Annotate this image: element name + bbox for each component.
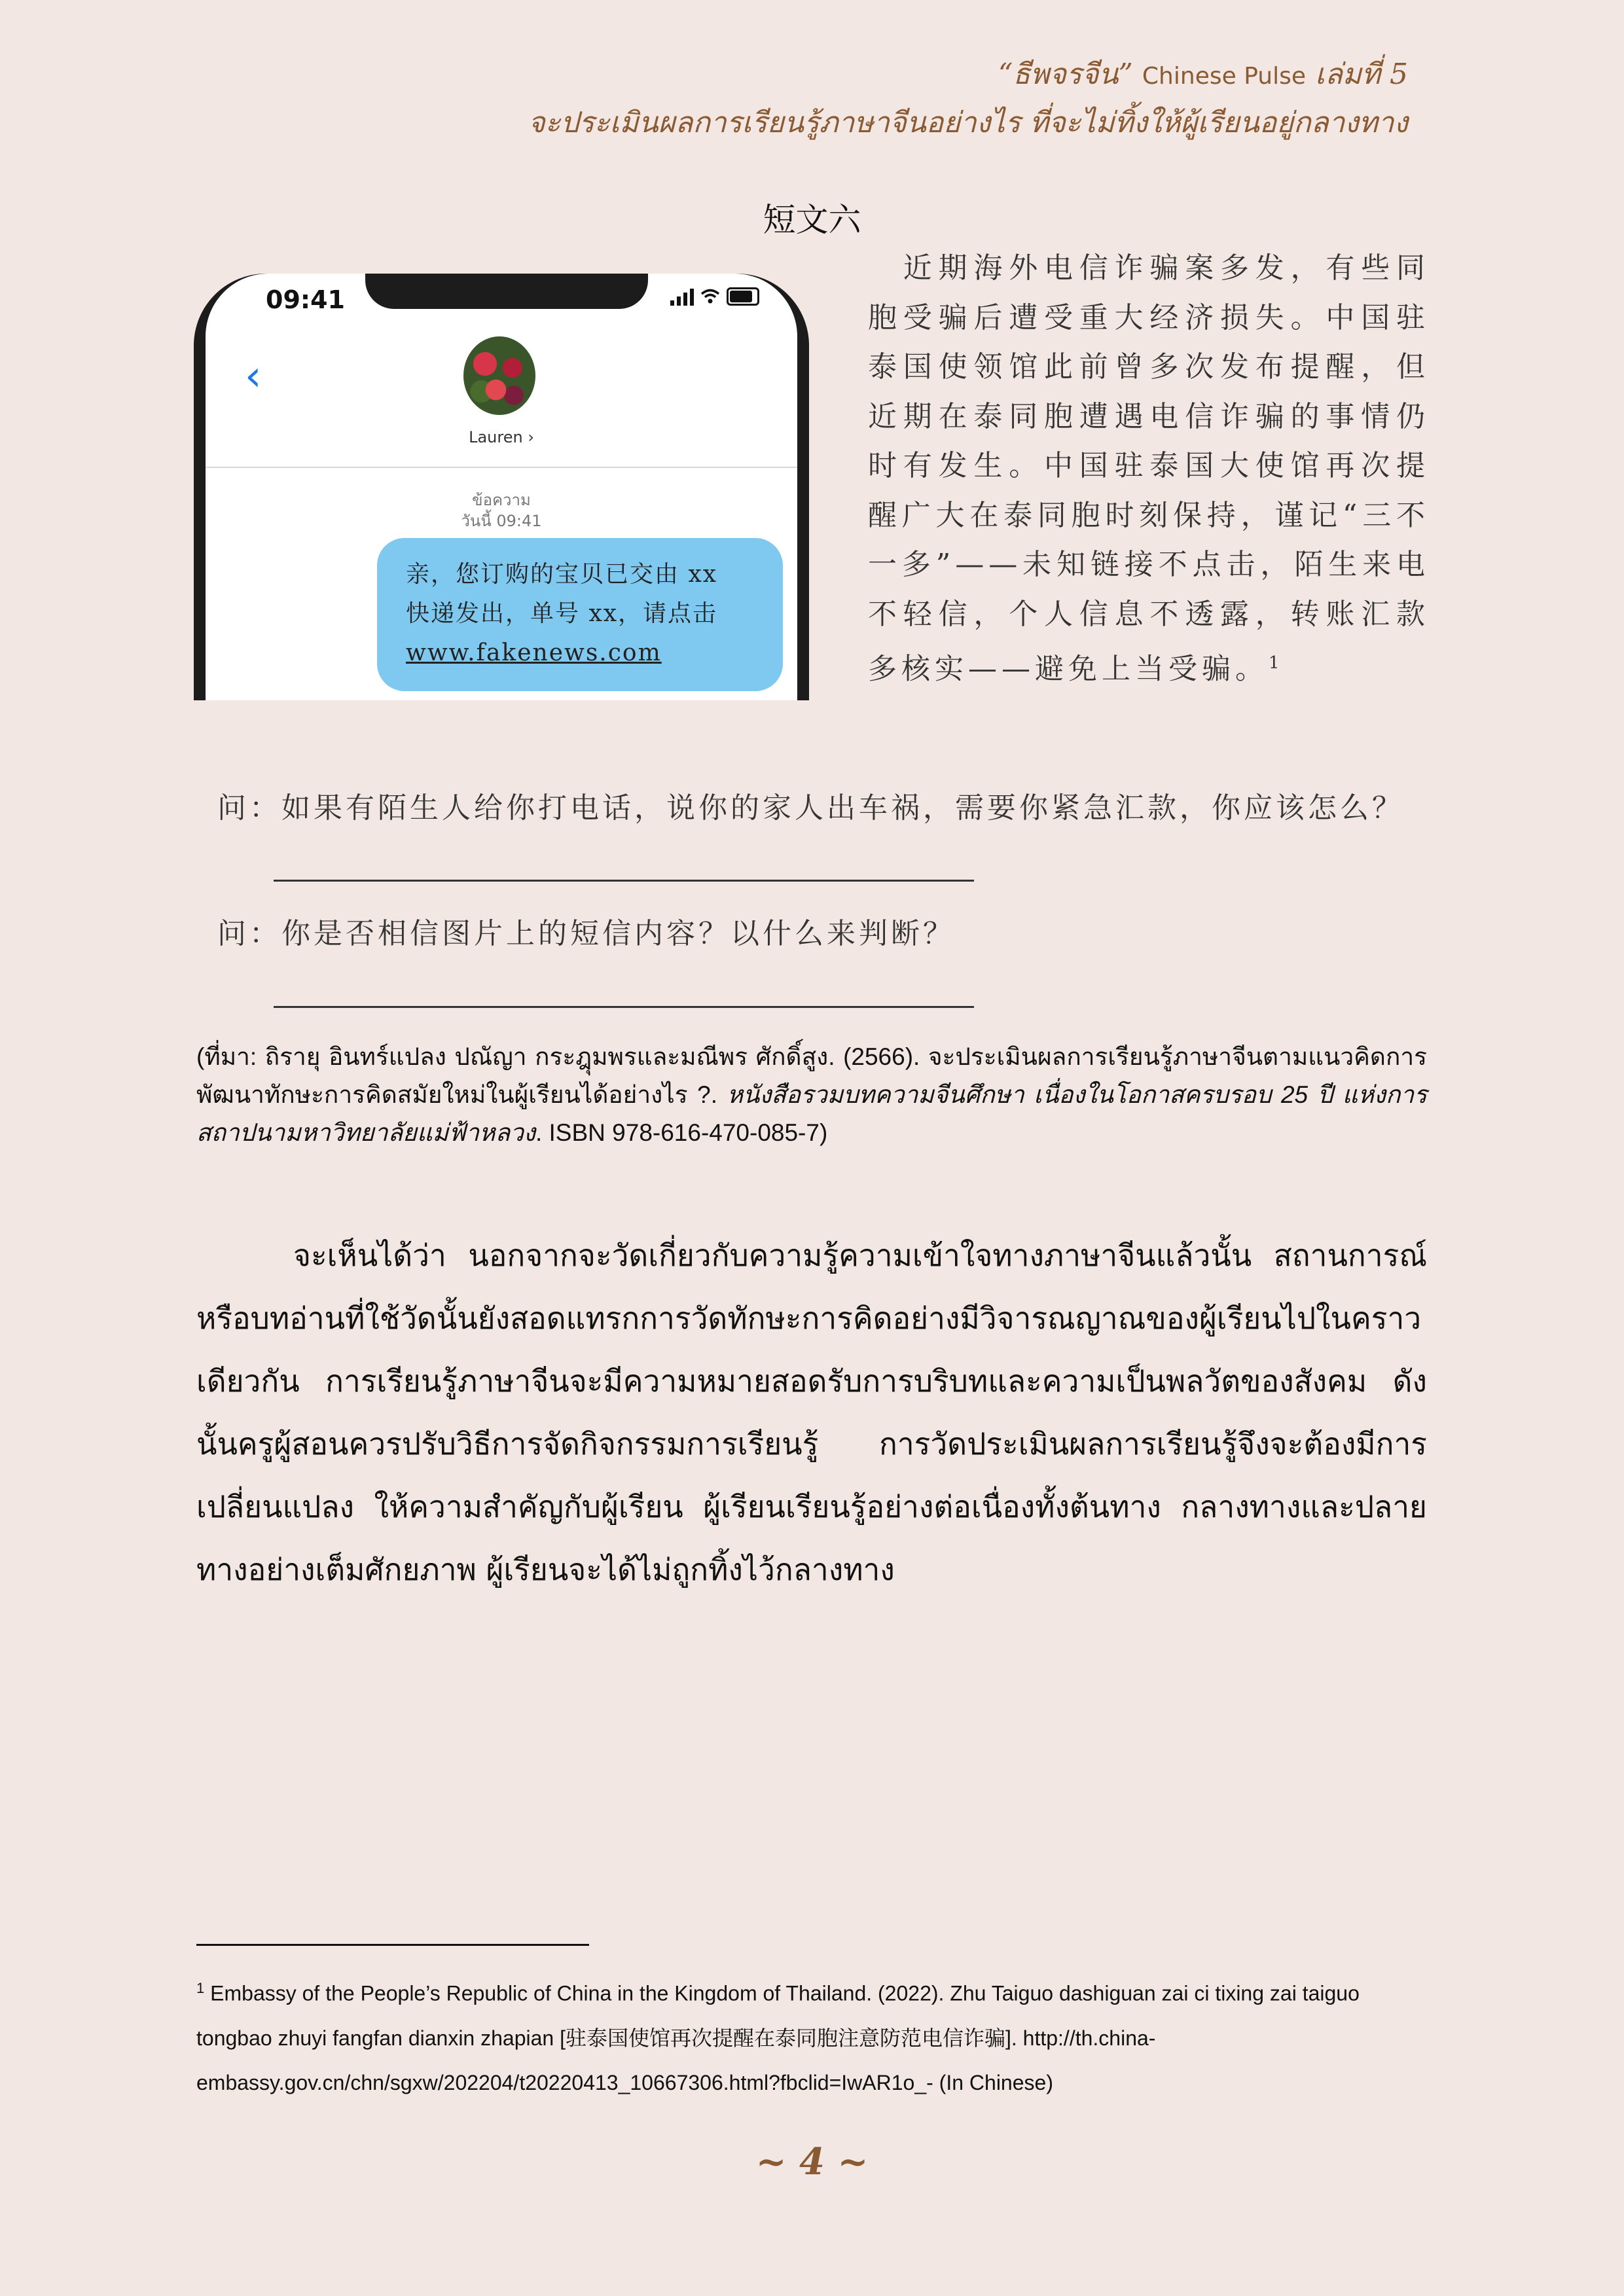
source-book-title: หนังสือรวมบทความจีนศึกษา เนื่องในโอกาสครบรอบ 25 ปี แห่งการสถาปนามหาวิทยาลัยแม่ฟ้าหลวง	[196, 1081, 1427, 1146]
battery-icon	[727, 287, 759, 306]
message-timestamp	[206, 490, 797, 531]
phone-screen	[206, 274, 797, 700]
header-divider	[206, 467, 797, 468]
page-number: ~ 4 ~	[755, 2140, 869, 2183]
phone-notch	[365, 274, 648, 309]
body-text: จะเห็นได้ว่า นอกจากจะวัดเกี่ยวกับความรู้ความเข้าใจทางภาษาจีนแล้วนั้น สถานการณ์หรือบทอ่านที่ใช้วัดนั้นยังสอดแทรกการวัดทักษะการคิดอย่างมีวิจารณญาณของผู้เรียนไปในคราวเดียวกัน การเรียนรู้ภาษาจีนจะมีความหมายสอดรับการบริบทและความเป็นพลวัตของสังคม ดังนั้นครูผู้สอนควรปรับวิธีการจัดกิจกรรมการเรียนรู้ การวัดประเมินผลการเรียนรู้จึงจะต้องมีการเปลี่ยนแปลง ให้ความสำคัญกับผู้เรียน ผู้เรียนเรียนรู้อย่างต่อเนื่องทั้งต้นทาง กลางทางและปลายทางอย่างเต็มศักยภาพ ผู้เรียนจะได้ไม่ถูกทิ้งไว้กลางทาง	[196, 1238, 1427, 1587]
contact-name: Lauren ›	[469, 428, 534, 446]
source-suffix: . ISBN 978-616-470-085-7)	[535, 1119, 828, 1146]
phone-frame	[194, 274, 809, 700]
series-title: “ธีพจรจีน”	[998, 58, 1133, 91]
series-title-en: Chinese Pulse	[1142, 63, 1306, 90]
running-header-article-title: จะประเมินผลการเรียนรู้ภาษาจีนอย่างไร ที่จะไม่ทิ้งให้ผู้เรียนอยู่กลางทาง	[528, 106, 1408, 139]
footnote-text: Embassy of the People’s Republic of China in the Kingdom of Thailand. (2022). Zhu Taiguo dashiguan zai ci tixing zai taiguo tongbao zhuyi fangfan dianxin zhapian [驻泰国使馆再次提醒在泰同胞注意防范电信诈骗]. http://th.china- embassy.gov.cn/chn/sgxw/202204/t20220413_10667306.html?fbclid=IwAR1o_- (In Chinese)	[196, 1981, 1360, 2094]
message-label: ข้อความ	[472, 491, 531, 509]
message-bubble	[377, 538, 783, 691]
phone-screenshot-image	[194, 274, 809, 700]
footnote-ref: 1	[1269, 653, 1280, 673]
status-time: 09:41	[266, 285, 345, 314]
running-header-series	[998, 51, 1408, 97]
answer-line-1	[274, 880, 974, 882]
footnote-rule	[196, 1944, 589, 1946]
contact-avatar	[463, 336, 535, 415]
footnote	[196, 1966, 1427, 2105]
message-text	[406, 555, 717, 673]
footnote-number: 1	[196, 1980, 205, 1996]
passage-text: 近期海外电信诈骗案多发，有些同胞受骗后遭受重大经济损失。中国驻泰国使领馆此前曾多次发布提醒，但近期在泰同胞遭遇电信诈骗的事情仍时有发生。中国驻泰国大使馆再次提醒广大在泰同胞时刻保持，谨记“三不一多”——未知链接不点击，陌生来电不轻信，个人信息不透露，转账汇款多核实——避免上当受骗。	[868, 251, 1430, 686]
message-line: 快递发出，单号 xx，请点击	[406, 600, 718, 627]
body-paragraph	[196, 1224, 1427, 1601]
wifi-icon	[700, 287, 720, 306]
signal-icon	[670, 287, 694, 306]
status-icons	[670, 287, 759, 306]
source-prefix: (ที่มา: ถิรายุ อินทร์แปลง ปณัญา กระฎุมพรและมณีพร ศักดิ์สูง. (2566). จะประเมินผลการเรียนรู้ภาษาจีนตามแนวคิดการพัฒนาทักษะการคิดสมัยใหม่ในผู้เรียนได้อย่างไร ?.	[196, 1043, 1427, 1108]
back-chevron-icon: ‹	[245, 352, 262, 401]
message-link: www.fakenews.com	[406, 639, 662, 666]
message-time: วันนี้ 09:41	[461, 512, 542, 530]
message-line: 亲，您订购的宝贝已交由 xx	[406, 561, 718, 588]
question-1: 问：如果有陌生人给你打电话，说你的家人出车祸，需要你紧急汇款，你应该怎么？	[217, 791, 1404, 825]
chinese-passage	[868, 243, 1430, 694]
volume-label: เล่มที่ 5	[1315, 58, 1408, 91]
section-title: 短文六	[763, 201, 861, 239]
answer-line-2	[274, 1006, 974, 1008]
source-citation	[196, 1038, 1427, 1152]
question-2: 问：你是否相信图片上的短信内容？以什么来判断？	[217, 917, 955, 950]
